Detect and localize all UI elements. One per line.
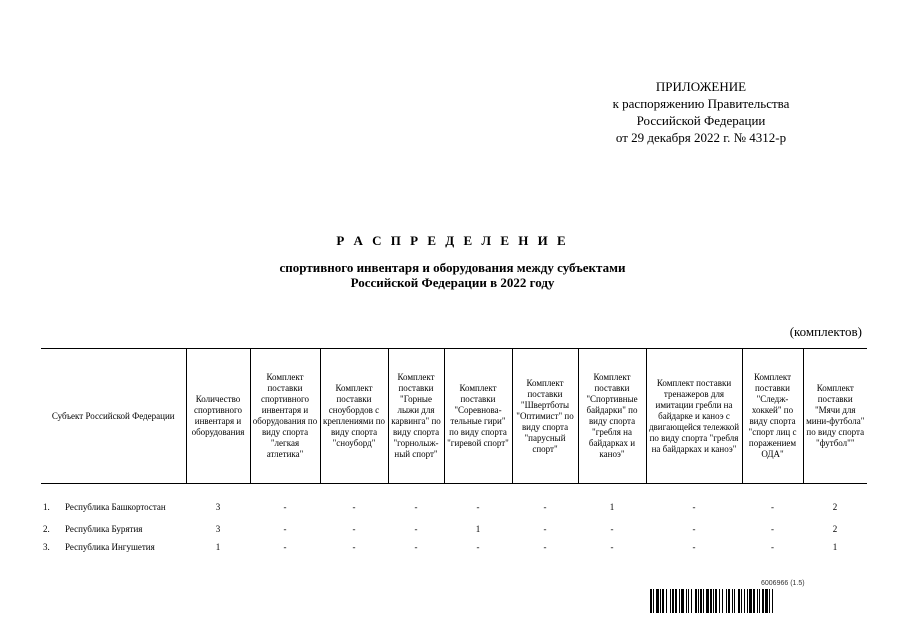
cell-rowing-trainers: - <box>692 501 696 512</box>
cell-sailing: - <box>543 501 547 512</box>
cell-rowing-trainers: - <box>692 541 696 552</box>
cell-alpine-skiing: - <box>414 501 418 512</box>
barcode-bar <box>738 589 740 613</box>
cell-kettlebell: - <box>476 501 480 512</box>
header-alpine-skiing: Комплект поставки "Горные лыжи для карвинга" по виду спорта "горнолыж-ный спорт" <box>388 349 444 484</box>
barcode-bar <box>660 589 661 613</box>
header-sledge-hockey: Комплект поставки "Следж-хоккей" по виду спорта "спорт лиц с поражением ОДА" <box>742 349 803 484</box>
cell-snowboard: - <box>352 501 356 512</box>
document-subtitle <box>0 260 905 290</box>
header-snowboard: Комплект поставки сноубордов с креплениями по виду спорта "сноуборд" <box>320 349 388 484</box>
barcode-bar <box>703 589 704 613</box>
row-subject-cell <box>41 520 186 538</box>
cell-sledge-hockey: - <box>771 541 774 552</box>
barcode-bar <box>753 589 755 613</box>
cell-kettlebell: 1 <box>475 523 481 534</box>
header-rowing-trainers: Комплект поставки тренажеров для имитации гребли на байдарке и каноэ с двигающейся тележкой по виду спорта "гребля на байдарках и каноэ" <box>646 349 742 484</box>
barcode-bar <box>706 589 709 613</box>
barcode-image <box>650 589 858 613</box>
header-futsal-balls: Комплект поставки "Мячи для мини-футбола" по виду спорта "футбол"" <box>803 349 867 484</box>
barcode-bar <box>700 589 702 613</box>
barcode-bar <box>695 589 697 613</box>
cell-sledge-hockey: - <box>771 501 774 512</box>
barcode-bar <box>656 589 659 613</box>
subtitle-line-1: спортивного инвентаря и оборудования между субъектами <box>279 260 626 275</box>
cell-total: 3 <box>215 501 221 512</box>
header-total: Количество спортивного инвентаря и оборудования <box>186 349 250 484</box>
cell-sailing: - <box>543 523 547 534</box>
header-athletics: Комплект поставки спортивного инвентаря и оборудования по виду спорта "легкая атлетика" <box>250 349 320 484</box>
row-subject-cell <box>41 538 186 556</box>
cell-futsal-balls: 2 <box>832 501 838 512</box>
cell-athletics: - <box>283 523 287 534</box>
cell-futsal-balls: 2 <box>832 523 838 534</box>
barcode-bar <box>710 589 712 613</box>
document-title: Р А С П Р Е Д Е Л Е Н И Е <box>336 233 569 248</box>
barcode-bar <box>772 589 773 613</box>
appendix-federation-line: Российской Федерации <box>636 113 766 128</box>
cell-athletics: - <box>283 501 287 512</box>
barcode-label: 6006966 (1.5) <box>761 580 805 587</box>
barcode-bar <box>653 589 654 613</box>
row-subject-cell <box>41 494 186 520</box>
barcode-bar <box>759 589 760 613</box>
appendix-order-line: к распоряжению Правительства <box>612 96 790 111</box>
barcode-bar <box>741 589 742 613</box>
barcode-bar <box>681 589 684 613</box>
barcode-bar <box>650 589 652 613</box>
barcode-bar <box>672 589 674 613</box>
cell-total: 1 <box>215 541 221 552</box>
table-row <box>41 538 867 556</box>
barcode-bar <box>726 589 727 613</box>
table-row <box>41 494 867 520</box>
cell-kayaks: - <box>610 541 614 552</box>
barcode-bar <box>719 589 720 613</box>
cell-snowboard: - <box>352 523 356 534</box>
cell-sailing: - <box>543 541 547 552</box>
barcode-bar <box>675 589 677 613</box>
barcode-bar <box>686 589 687 613</box>
cell-kayaks: 1 <box>609 501 615 512</box>
row-number: 3. <box>43 541 50 552</box>
barcode-bar <box>747 589 748 613</box>
barcode-bar <box>715 589 717 613</box>
header-kayaks: Комплект поставки "Спортивные байдарки" по виду спорта "гребля на байдарках и каноэ" <box>578 349 646 484</box>
barcode-bar <box>679 589 680 613</box>
barcode-bar <box>732 589 733 613</box>
cell-alpine-skiing: - <box>414 541 418 552</box>
distribution-table <box>41 348 867 556</box>
table-row <box>41 520 867 538</box>
barcode-bar <box>749 589 752 613</box>
cell-total: 3 <box>215 523 221 534</box>
table-header-row <box>41 349 867 484</box>
barcode-bar <box>728 589 730 613</box>
cell-snowboard: - <box>352 541 356 552</box>
barcode-bar <box>688 589 689 613</box>
barcode-bar <box>662 589 664 613</box>
barcode-bar <box>757 589 758 613</box>
barcode-bar <box>765 589 768 613</box>
row-subject: Республика Ингушетия <box>65 541 155 552</box>
cell-kayaks: - <box>610 523 614 534</box>
cell-futsal-balls: 1 <box>832 541 838 552</box>
barcode-bar <box>666 589 667 613</box>
cell-alpine-skiing: - <box>414 523 418 534</box>
appendix-block <box>560 78 842 146</box>
header-subject: Субъект Российской Федерации <box>41 349 186 484</box>
barcode-bar <box>769 589 770 613</box>
barcode-bar <box>698 589 699 613</box>
barcode-bar <box>734 589 735 613</box>
cell-sledge-hockey: - <box>771 523 774 534</box>
barcode-bar <box>713 589 714 613</box>
header-sailing: Комплект поставки "Швертботы "Оптимист" по виду спорта "парусный спорт" <box>512 349 578 484</box>
row-subject: Республика Башкортостан <box>65 501 166 512</box>
cell-kettlebell: - <box>476 541 480 552</box>
units-label: (комплектов) <box>789 324 862 339</box>
row-number: 2. <box>43 523 50 534</box>
barcode-bar <box>691 589 692 613</box>
barcode-bar <box>670 589 671 613</box>
row-subject: Республика Бурятия <box>65 523 143 534</box>
barcode-bar <box>762 589 764 613</box>
appendix-date-number: от 29 декабря 2022 г. № 4312-р <box>615 130 787 145</box>
barcode-bar <box>744 589 745 613</box>
appendix-label: ПРИЛОЖЕНИЕ <box>655 79 747 94</box>
row-number: 1. <box>43 501 50 512</box>
cell-rowing-trainers: - <box>692 523 696 534</box>
header-kettlebell: Комплект поставки "Соревнова-тельные гири" по виду спорта "гиревой спорт" <box>444 349 512 484</box>
subtitle-line-2: Российской Федерации в 2022 году <box>350 275 555 290</box>
cell-athletics: - <box>283 541 287 552</box>
barcode-bar <box>722 589 723 613</box>
